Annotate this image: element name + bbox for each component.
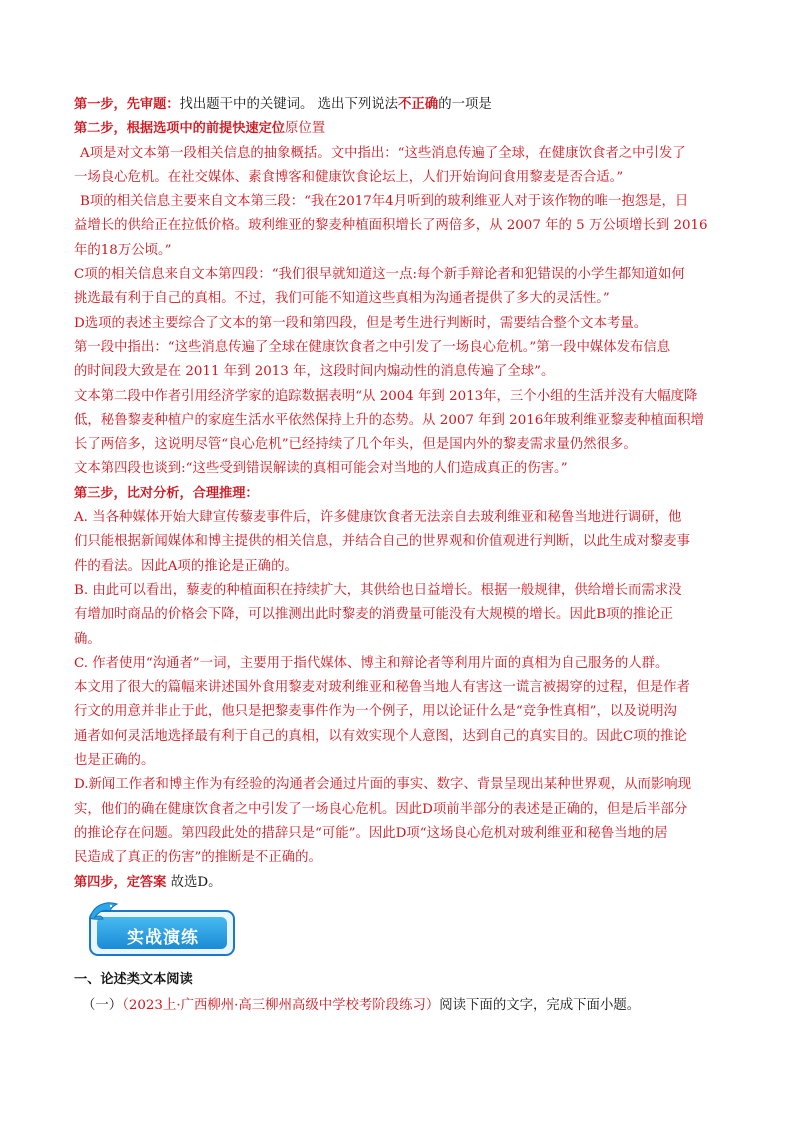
analysis-b-line: B项的相关信息主要来自文本第三段：“我在2017年4月听到的玻利维亚人对于该作物的唯一抱怨是，日	[80, 194, 689, 210]
reasoning-b-line: B. 由此可以看出，藜麦的种植面积在持续扩大，其供给也日益增长。根据一般规律，供给增长而需求没	[74, 582, 682, 598]
reasoning-c-line: C. 作者使用“沟通者”一词，主要用于指代媒体、博主和辩论者等利用片面的真相为自己服务的人群。	[74, 655, 669, 671]
reasoning-d-line: D.新闻工作者和博主作为有经验的沟通者会通过片面的事实、数字、背景呈现出某种世界观，从而影响现	[74, 777, 692, 793]
step1-keyword: 不正确	[398, 96, 439, 112]
reasoning-c-line: 也是正确的。	[74, 753, 155, 769]
analysis-d-line: 文本第四段也谈到:“这些受到错误解读的真相可能会对当地的人们造成真正的伤害。”	[74, 461, 568, 477]
badge-label: 实战演练	[127, 928, 199, 948]
step4-line	[74, 871, 730, 895]
reasoning-d-line: 民造成了真正的伤害”的推断是不正确的。	[74, 850, 322, 866]
step2-label: 第二步，根据选项中的前提快速定位	[74, 121, 285, 137]
section-title	[74, 968, 193, 992]
subsection-line	[82, 994, 640, 1018]
analysis-d-line: 第一段中指出：“这些消息传遍了全球在健康饮食者之中引发了一场良心危机。”第一段中媒体发布信息	[74, 339, 671, 355]
reasoning-b-line: 确。	[74, 631, 101, 647]
reasoning-a-line: 件的看法。因此A项的推论是正确的。	[74, 558, 298, 574]
step2-line	[74, 117, 730, 141]
reasoning-a-line: 们只能根据新闻媒体和博主提供的相关信息，并结合自己的世界观和价值观进行判断，以此生成对黎麦事	[74, 534, 690, 550]
step4-text: 故选D。	[166, 874, 222, 890]
step2-text: 原位置	[285, 121, 326, 137]
subsection-instruction: 阅读下面的文字，完成下面小题。	[439, 998, 641, 1013]
reasoning-a-line: A. 当各种媒体开始大肆宣传藜麦事件后，许多健康饮食者无法亲自去玻利维亚和秘鲁当地进行调研，他	[74, 510, 682, 526]
step1-text-end: 的一项是	[438, 97, 492, 112]
reasoning-c-line: 行文的用意并非止于此，他只是把黎麦事件作为一个例子，用以论证什么是“竞争性真相”，以及说明沟	[74, 704, 677, 720]
reasoning-d-line: 实，他们的确在健康饮食者之中引发了一场良心危机。因此D项前半部分的表述是正确的，但是后半部分	[74, 801, 688, 817]
step3-label: 第三步，比对分析，合理推理：	[74, 485, 259, 501]
analysis-d-line: D选项的表述主要综合了文本的第一段和第四段，但是考生进行判断时，需要结合整个文本考量。	[74, 315, 648, 331]
step4-label: 第四步，定答案	[74, 874, 167, 890]
analysis-c-line: 挑选最有利于自己的真相。不过，我们可能不知道这些真相为沟通者提供了多大的灵活性。”	[74, 291, 610, 307]
analysis-b-line: 益增长的供给正在拉低价格。玻利维亚的黎麦种植面积增长了两倍多，从 2007 年的 5 万公顷增长到 2016	[74, 218, 708, 234]
analysis-b-line: 年的18万公顷。”	[74, 242, 172, 258]
analysis-a-line: A项是对文本第一段相关信息的抽象概括。文中指出：“这些消息传遍了全球，在健康饮食者之中引发了	[80, 145, 686, 161]
analysis-d-line: 长了两倍多，这说明尽管“良心危机”已经持续了几个年头，但是国内外的黎麦需求量仍然很多。	[74, 437, 637, 453]
dolphin-icon	[87, 898, 121, 928]
analysis-d-line: 的时间段大致是在 2011 年到 2013 年，这段时间内煽动性的消息传遍了全球”。	[74, 364, 555, 380]
subsection-source: （2023上·广西柳州·高三柳州高级中学校考阶段练习）	[122, 998, 440, 1013]
practice-badge	[87, 898, 237, 960]
subsection-prefix: （一）	[82, 998, 123, 1013]
reasoning-d-line: 的推论存在问题。第四段此处的措辞只是“可能”。因此D项“这场良心危机对玻利维亚和秘鲁当地的居	[74, 825, 668, 841]
analysis-c-line: C项的相关信息来自文本第四段：“我们很早就知道这一点:每个新手辩论者和犯错误的小学生都知道如何	[74, 267, 685, 283]
section-title-text: 一、论述类文本阅读	[74, 972, 193, 987]
reasoning-c-line: 通者如何灵活地选择最有利于自己的真相，以有效实现个人意图，达到自己的真实目的。因此C项的推论	[74, 728, 687, 744]
analysis-d-line: 文本第二段中作者引用经济学家的追踪数据表明“从 2004 年到 2013年，三个小组的生活并没有大幅度降	[74, 388, 698, 404]
step3-line	[74, 482, 730, 506]
reasoning-c-line: 本文用了很大的篇幅来讲述国外食用黎麦对玻利维亚和秘鲁当地人有害这一谎言被揭穿的过程，但是作者	[74, 680, 690, 696]
analysis-a-line: 一场良心危机。在社交媒体、素食博客和健康饮食论坛上，人们开始询问食用黎麦是否合适。”	[74, 169, 624, 185]
step1-label: 第一步，先审题：	[74, 97, 180, 112]
answer-analysis	[74, 92, 730, 895]
analysis-d-line: 低，秘鲁黎麦种植户的家庭生活水平依然保持上升的态势。从 2007 年到 2016年玻利维亚黎麦种植面积增	[74, 412, 704, 428]
step1-text: 找出题干中的关键词。 选出下列说法	[179, 97, 399, 112]
step1-line	[74, 92, 730, 117]
reasoning-b-line: 有增加时商品的价格会下降，可以推测出此时黎麦的消费量可能没有大规模的增长。因此B项的推论正	[74, 607, 674, 623]
